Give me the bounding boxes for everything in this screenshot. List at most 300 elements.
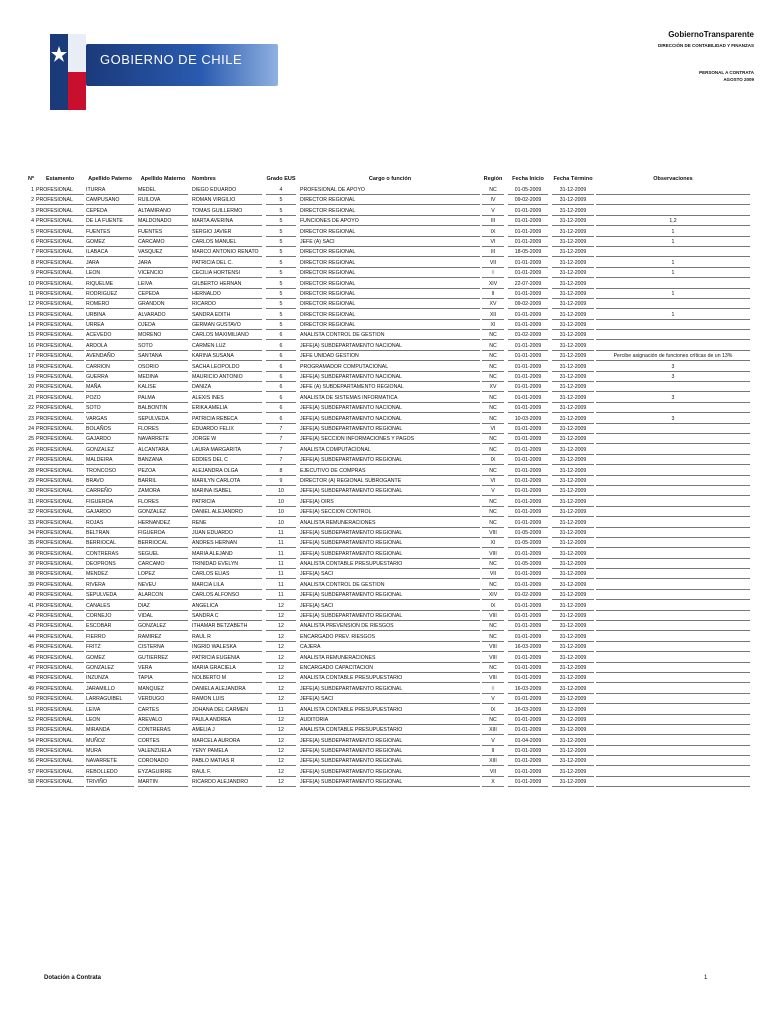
cell-region: V: [482, 206, 504, 216]
header-doc-type: PERSONAL A CONTRATA: [699, 70, 754, 75]
table-row: [20, 653, 750, 663]
cell-observaciones: 1: [596, 227, 750, 237]
cell-observaciones: 1: [596, 258, 750, 268]
cell-region: II: [482, 746, 504, 756]
cell-grado: 12: [266, 756, 296, 766]
cell-apellido-paterno: VARGAS: [86, 414, 134, 424]
cell-region: NC: [482, 403, 504, 413]
cell-estamento: PROFESIONAL: [36, 569, 84, 579]
cell-number: 15: [28, 332, 34, 339]
cell-estamento: PROFESIONAL: [36, 310, 84, 320]
cell-cargo: JEFE(A) SUBDEPARTAMENTO REGIONAL: [300, 767, 480, 777]
cell-observaciones: 1: [596, 289, 750, 299]
cell-nombres: RAUL F.: [192, 767, 262, 777]
cell-fecha-termino: 31-12-2009: [552, 195, 594, 205]
cell-grado: 12: [266, 725, 296, 735]
cell-fecha-inicio: 01-01-2009: [508, 507, 548, 517]
cell-grado: 11: [266, 580, 296, 590]
cell-apellido-materno: VICENCIO: [138, 268, 188, 278]
cell-number: 45: [28, 644, 34, 651]
cell-estamento: PROFESIONAL: [36, 632, 84, 642]
cell-number: 6: [31, 238, 34, 245]
cell-estamento: PROFESIONAL: [36, 653, 84, 663]
cell-estamento: PROFESIONAL: [36, 466, 84, 476]
cell-nombres: DANIZA: [192, 382, 262, 392]
cell-estamento: PROFESIONAL: [36, 705, 84, 715]
cell-observaciones: [596, 694, 750, 704]
cell-number: 49: [28, 685, 34, 692]
cell-fecha-termino: 31-12-2009: [552, 632, 594, 642]
cell-cargo: JEFE(A) SUBDEPARTAMENTO REGIONAL: [300, 590, 480, 600]
cell-fecha-inicio: 01-05-2009: [508, 528, 548, 538]
cell-region: IV: [482, 195, 504, 205]
cell-observaciones: [596, 195, 750, 205]
cell-estamento: PROFESIONAL: [36, 403, 84, 413]
cell-nombres: MARIA ALEJAND: [192, 549, 262, 559]
cell-cargo: DIRECTOR REGIONAL: [300, 195, 480, 205]
cell-apellido-materno: GUTIERREZ: [138, 653, 188, 663]
cell-estamento: PROFESIONAL: [36, 746, 84, 756]
cell-fecha-inicio: 01-01-2009: [508, 258, 548, 268]
cell-nombres: YENY PAMELA: [192, 746, 262, 756]
cell-apellido-materno: FUENTES: [138, 227, 188, 237]
cell-nombres: JOHANA DEL CARMEN: [192, 705, 262, 715]
cell-estamento: PROFESIONAL: [36, 559, 84, 569]
cell-fecha-inicio: 01-01-2009: [508, 289, 548, 299]
cell-apellido-materno: TAPIA: [138, 673, 188, 683]
cell-nombres: ITHAMAR BETZABETH: [192, 621, 262, 631]
cell-apellido-paterno: GOMEZ: [86, 653, 134, 663]
cell-apellido-materno: BANZANA: [138, 455, 188, 465]
cell-estamento: PROFESIONAL: [36, 362, 84, 372]
cell-region: NC: [482, 466, 504, 476]
cell-apellido-paterno: MUÑOZ: [86, 736, 134, 746]
cell-cargo: ANALISTA CONTROL DE GESTION: [300, 580, 480, 590]
cell-apellido-paterno: NAVARRETE: [86, 756, 134, 766]
cell-apellido-materno: ALTAMIRANO: [138, 206, 188, 216]
cell-grado: 7: [266, 424, 296, 434]
cell-grado: 5: [266, 258, 296, 268]
cell-fecha-inicio: 09-02-2009: [508, 299, 548, 309]
cell-region: NC: [482, 414, 504, 424]
cell-observaciones: [596, 455, 750, 465]
table-row: [20, 601, 750, 611]
cell-cargo: DIRECTOR REGIONAL: [300, 247, 480, 257]
cell-number: 36: [28, 550, 34, 557]
cell-cargo: ANALISTA REMUNERACIONES: [300, 518, 480, 528]
cell-apellido-paterno: URREA: [86, 320, 134, 330]
table-row: [20, 632, 750, 642]
footer-label: Dotación a Contrata: [44, 975, 102, 981]
cell-apellido-materno: SOTO: [138, 341, 188, 351]
cell-fecha-inicio: 01-01-2009: [508, 403, 548, 413]
cell-apellido-materno: NEVEU: [138, 580, 188, 590]
cell-fecha-inicio: 18-05-2009: [508, 247, 548, 257]
cell-apellido-paterno: FIGUEROA: [86, 497, 134, 507]
cell-grado: 12: [266, 736, 296, 746]
cell-estamento: PROFESIONAL: [36, 642, 84, 652]
cell-number: 9: [31, 270, 34, 277]
table-row: [20, 538, 750, 548]
cell-region: NC: [482, 393, 504, 403]
cell-nombres: CARLOS MANUEL: [192, 237, 262, 247]
cell-grado: 10: [266, 497, 296, 507]
cell-fecha-termino: 31-12-2009: [552, 362, 594, 372]
cell-nombres: CARLOS MAXIMILIANO: [192, 330, 262, 340]
cell-apellido-materno: FLORES: [138, 424, 188, 434]
cell-region: II: [482, 289, 504, 299]
table-header: [20, 176, 750, 185]
cell-number: 31: [28, 498, 34, 505]
cell-fecha-inicio: 01-01-2009: [508, 445, 548, 455]
cell-apellido-paterno: ITURRA: [86, 185, 134, 195]
staff-table: [20, 176, 750, 788]
cell-nombres: CARLOS ALFONSO: [192, 590, 262, 600]
cell-apellido-paterno: LEON: [86, 268, 134, 278]
cell-observaciones: [596, 434, 750, 444]
cell-observaciones: [596, 476, 750, 486]
cell-apellido-paterno: TRONCOSO: [86, 466, 134, 476]
cell-nombres: DANIEL ALEJANDRO: [192, 507, 262, 517]
cell-fecha-inicio: 01-01-2009: [508, 362, 548, 372]
cell-fecha-termino: 31-12-2009: [552, 279, 594, 289]
cell-apellido-materno: ZAMORA: [138, 486, 188, 496]
cell-fecha-inicio: 01-01-2009: [508, 466, 548, 476]
cell-grado: 12: [266, 715, 296, 725]
cell-estamento: PROFESIONAL: [36, 206, 84, 216]
cell-nombres: SACHA LEOPOLDO: [192, 362, 262, 372]
cell-region: X: [482, 777, 504, 787]
cell-fecha-termino: 31-12-2009: [552, 455, 594, 465]
cell-region: VI: [482, 424, 504, 434]
table-row: [20, 227, 750, 237]
cell-fecha-termino: 31-12-2009: [552, 777, 594, 787]
cell-nombres: ALEXIS INES: [192, 393, 262, 403]
cell-nombres: AMELIA J: [192, 725, 262, 735]
cell-fecha-inicio: 09-02-2009: [508, 195, 548, 205]
cell-fecha-termino: 31-12-2009: [552, 736, 594, 746]
cell-number: 54: [28, 737, 34, 744]
cell-apellido-materno: VASQUEZ: [138, 247, 188, 257]
cell-fecha-termino: 31-12-2009: [552, 569, 594, 579]
cell-estamento: PROFESIONAL: [36, 684, 84, 694]
cell-fecha-inicio: 22-07-2009: [508, 279, 548, 289]
cell-cargo: JEFE(A) SUBDEPARTAMENTO NACIONAL: [300, 341, 480, 351]
cell-apellido-paterno: DE LA FUENTE: [86, 216, 134, 226]
cell-observaciones: [596, 299, 750, 309]
table-row: [20, 642, 750, 652]
cell-estamento: PROFESIONAL: [36, 382, 84, 392]
cell-number: 22: [28, 405, 34, 412]
cell-cargo: JEFE(A) SECCION INFORMACIONES Y PAGOS: [300, 434, 480, 444]
cell-fecha-termino: 31-12-2009: [552, 247, 594, 257]
cell-number: 46: [28, 654, 34, 661]
cell-region: VIII: [482, 549, 504, 559]
cell-observaciones: [596, 632, 750, 642]
cell-estamento: PROFESIONAL: [36, 185, 84, 195]
table-row: [20, 382, 750, 392]
cell-apellido-paterno: MAÑA: [86, 382, 134, 392]
cell-fecha-inicio: 01-01-2009: [508, 351, 548, 361]
cell-cargo: JEFE(A) SUBDEPARTAMENTO REGIONAL: [300, 684, 480, 694]
cell-cargo: EJECUTIVO DE COMPRAS: [300, 466, 480, 476]
cell-observaciones: [596, 341, 750, 351]
cell-apellido-paterno: SOTO: [86, 403, 134, 413]
cell-grado: 5: [266, 216, 296, 226]
cell-number: 51: [28, 706, 34, 713]
cell-apellido-materno: EYZAGUIRRE: [138, 767, 188, 777]
cell-observaciones: [596, 705, 750, 715]
cell-region: NC: [482, 341, 504, 351]
cell-number: 48: [28, 675, 34, 682]
cell-apellido-materno: NAVARRETE: [138, 434, 188, 444]
cell-region: NC: [482, 330, 504, 340]
cell-grado: 7: [266, 434, 296, 444]
cell-number: 14: [28, 322, 34, 329]
cell-number: 21: [28, 394, 34, 401]
cell-observaciones: [596, 580, 750, 590]
cell-number: 8: [31, 259, 34, 266]
cell-fecha-termino: 31-12-2009: [552, 227, 594, 237]
cell-observaciones: [596, 746, 750, 756]
cell-nombres: ANGELICA: [192, 601, 262, 611]
cell-apellido-paterno: URBINA: [86, 310, 134, 320]
cell-region: VIII: [482, 642, 504, 652]
cell-estamento: PROFESIONAL: [36, 715, 84, 725]
col-region: Región: [483, 176, 503, 182]
cell-apellido-paterno: FUENTES: [86, 227, 134, 237]
cell-number: 43: [28, 623, 34, 630]
cell-grado: 12: [266, 621, 296, 631]
cell-cargo: JEFE(A) SUBDEPARTAMENTO REGIONAL: [300, 528, 480, 538]
cell-cargo: JEFE (A) SACI: [300, 237, 480, 247]
table-row: [20, 518, 750, 528]
cell-fecha-termino: 31-12-2009: [552, 767, 594, 777]
cell-number: 16: [28, 342, 34, 349]
cell-region: NC: [482, 621, 504, 631]
cell-number: 29: [28, 477, 34, 484]
cell-region: NC: [482, 351, 504, 361]
cell-estamento: PROFESIONAL: [36, 621, 84, 631]
cell-cargo: JEFE(A) SECCION CONTROL: [300, 507, 480, 517]
cell-cargo: JEFE(A) SUBDEPARTAMENTO REGIONAL: [300, 777, 480, 787]
table-row: [20, 299, 750, 309]
cell-nombres: MARTA AVERINA: [192, 216, 262, 226]
page-number: 1: [704, 975, 708, 981]
cell-apellido-paterno: LEON: [86, 715, 134, 725]
cell-estamento: PROFESIONAL: [36, 507, 84, 517]
cell-fecha-termino: 31-12-2009: [552, 372, 594, 382]
cell-fecha-inicio: 01-01-2009: [508, 310, 548, 320]
cell-fecha-inicio: 01-01-2009: [508, 715, 548, 725]
cell-observaciones: [596, 611, 750, 621]
cell-region: NC: [482, 559, 504, 569]
cell-apellido-paterno: JARAMILLO: [86, 684, 134, 694]
cell-region: XIII: [482, 756, 504, 766]
cell-number: 35: [28, 540, 34, 547]
cell-fecha-termino: 31-12-2009: [552, 673, 594, 683]
cell-region: NC: [482, 632, 504, 642]
cell-observaciones: 1: [596, 310, 750, 320]
cell-fecha-inicio: 01-01-2009: [508, 767, 548, 777]
cell-cargo: ANALISTA PREVENSION DE RIESGOS: [300, 621, 480, 631]
cell-apellido-paterno: ROMERO: [86, 299, 134, 309]
cell-apellido-paterno: RIVERA: [86, 580, 134, 590]
cell-apellido-paterno: CARRION: [86, 362, 134, 372]
cell-apellido-materno: PEZOA: [138, 466, 188, 476]
cell-nombres: RAUL R: [192, 632, 262, 642]
cell-nombres: GERMAN GUSTAVO: [192, 320, 262, 330]
table-row: [20, 424, 750, 434]
cell-estamento: PROFESIONAL: [36, 518, 84, 528]
cell-apellido-paterno: ESCOBAR: [86, 621, 134, 631]
cell-cargo: DIRECTOR REGIONAL: [300, 310, 480, 320]
cell-observaciones: [596, 673, 750, 683]
cell-fecha-termino: 31-12-2009: [552, 289, 594, 299]
cell-observaciones: [596, 403, 750, 413]
cell-cargo: DIRECTOR REGIONAL: [300, 227, 480, 237]
cell-nombres: RICARDO: [192, 299, 262, 309]
cell-number: 56: [28, 758, 34, 765]
cell-observaciones: [596, 382, 750, 392]
cell-fecha-inicio: 16-03-2009: [508, 642, 548, 652]
table-row: [20, 611, 750, 621]
cell-apellido-materno: CARTES: [138, 705, 188, 715]
cell-nombres: MARCELA AURORA: [192, 736, 262, 746]
cell-grado: 11: [266, 590, 296, 600]
cell-apellido-paterno: GONZALEZ: [86, 663, 134, 673]
cell-apellido-paterno: RIQUELME: [86, 279, 134, 289]
cell-observaciones: [596, 466, 750, 476]
cell-region: NC: [482, 434, 504, 444]
table-row: [20, 507, 750, 517]
cell-apellido-materno: SEGUEL: [138, 549, 188, 559]
cell-apellido-materno: CISTERNA: [138, 642, 188, 652]
cell-estamento: PROFESIONAL: [36, 694, 84, 704]
cell-fecha-termino: 31-12-2009: [552, 414, 594, 424]
cell-nombres: LAURA MARGARITA: [192, 445, 262, 455]
table-row: [20, 216, 750, 226]
cell-nombres: TRINIDAD EVELYN: [192, 559, 262, 569]
cell-grado: 12: [266, 601, 296, 611]
cell-observaciones: [596, 247, 750, 257]
cell-apellido-materno: HERNANDEZ: [138, 518, 188, 528]
cell-cargo: ANALISTA CONTABLE PRESUPUESTARIO: [300, 559, 480, 569]
cell-fecha-termino: 31-12-2009: [552, 580, 594, 590]
cell-number: 39: [28, 581, 34, 588]
cell-observaciones: Percibe asignación de funciones críticas de un 13%: [596, 351, 750, 361]
cell-number: 5: [31, 228, 34, 235]
cell-estamento: PROFESIONAL: [36, 476, 84, 486]
cell-cargo: JEFE(A) SUBDEPARTAMENTO REGIONAL: [300, 424, 480, 434]
cell-cargo: DIRECTOR REGIONAL: [300, 320, 480, 330]
cell-fecha-termino: 31-12-2009: [552, 705, 594, 715]
table-row: [20, 663, 750, 673]
cell-estamento: PROFESIONAL: [36, 590, 84, 600]
cell-region: VI: [482, 476, 504, 486]
cell-cargo: JEFE(A) SUBDEPARTAMENTO NACIONAL: [300, 403, 480, 413]
cell-cargo: DIRECTOR REGIONAL: [300, 279, 480, 289]
cell-observaciones: 3: [596, 362, 750, 372]
cell-apellido-materno: JARA: [138, 258, 188, 268]
cell-cargo: ANALISTA CONTABLE PRESUPUESTARIO: [300, 705, 480, 715]
cell-nombres: NOLBERTO M: [192, 673, 262, 683]
cell-observaciones: [596, 185, 750, 195]
cell-fecha-termino: 31-12-2009: [552, 497, 594, 507]
cell-nombres: INGRID WALESKA: [192, 642, 262, 652]
cell-estamento: PROFESIONAL: [36, 320, 84, 330]
cell-apellido-materno: CONTRERAS: [138, 725, 188, 735]
cell-fecha-termino: 31-12-2009: [552, 351, 594, 361]
cell-observaciones: [596, 590, 750, 600]
cell-grado: 12: [266, 767, 296, 777]
table-row: [20, 341, 750, 351]
cell-cargo: PROFESIONAL DE APOYO: [300, 185, 480, 195]
cell-cargo: JEFE(A) SUBDEPARTAMENTO NACIONAL: [300, 372, 480, 382]
cell-observaciones: [596, 518, 750, 528]
cell-fecha-inicio: 01-01-2009: [508, 382, 548, 392]
table-row: [20, 486, 750, 496]
cell-fecha-inicio: 01-01-2009: [508, 694, 548, 704]
cell-apellido-materno: LEIVA: [138, 279, 188, 289]
cell-apellido-paterno: SEPULVEDA: [86, 590, 134, 600]
cell-fecha-termino: 31-12-2009: [552, 237, 594, 247]
cell-nombres: GILBERTO HERNAN: [192, 279, 262, 289]
cell-grado: 4: [266, 185, 296, 195]
cell-fecha-inicio: 01-01-2009: [508, 434, 548, 444]
cell-region: I: [482, 268, 504, 278]
cell-fecha-inicio: 01-01-2009: [508, 663, 548, 673]
cell-fecha-inicio: 01-05-2009: [508, 559, 548, 569]
table-row: [20, 351, 750, 361]
cell-number: 44: [28, 633, 34, 640]
cell-region: XII: [482, 310, 504, 320]
cell-cargo: ANALISTA CONTROL DE GESTION: [300, 330, 480, 340]
cell-estamento: PROFESIONAL: [36, 528, 84, 538]
cell-estamento: PROFESIONAL: [36, 414, 84, 424]
cell-fecha-inicio: 01-01-2009: [508, 673, 548, 683]
cell-apellido-paterno: INZUNZA: [86, 673, 134, 683]
table-row: [20, 434, 750, 444]
cell-apellido-paterno: CARREÑO: [86, 486, 134, 496]
table-row: [20, 684, 750, 694]
cell-fecha-termino: 31-12-2009: [552, 653, 594, 663]
cell-cargo: JEFE(A) SUBDEPARTAMENTO REGIONAL: [300, 486, 480, 496]
cell-nombres: MARCIA LILA: [192, 580, 262, 590]
cell-fecha-termino: 31-12-2009: [552, 559, 594, 569]
cell-nombres: CARMEN LUZ: [192, 341, 262, 351]
cell-region: VII: [482, 258, 504, 268]
header-info: [658, 30, 754, 82]
cell-apellido-materno: GONZALEZ: [138, 621, 188, 631]
table-row: [20, 621, 750, 631]
cell-apellido-materno: FLORES: [138, 497, 188, 507]
cell-apellido-paterno: MENDEZ: [86, 569, 134, 579]
cell-cargo: JEFE(A) SUBDEPARTAMENTO REGIONAL: [300, 736, 480, 746]
cell-grado: 12: [266, 684, 296, 694]
cell-fecha-termino: 31-12-2009: [552, 590, 594, 600]
cell-estamento: PROFESIONAL: [36, 299, 84, 309]
cell-fecha-inicio: 01-01-2009: [508, 569, 548, 579]
header-title: GobiernoTransparente: [668, 30, 754, 39]
cell-number: 7: [31, 249, 34, 256]
cell-apellido-paterno: MIRANDA: [86, 725, 134, 735]
cell-apellido-materno: OJEDA: [138, 320, 188, 330]
cell-region: III: [482, 247, 504, 257]
cell-fecha-inicio: 01-01-2009: [508, 206, 548, 216]
cell-apellido-materno: MALDONADO: [138, 216, 188, 226]
cell-cargo: JEFE UNIDAD GESTION: [300, 351, 480, 361]
